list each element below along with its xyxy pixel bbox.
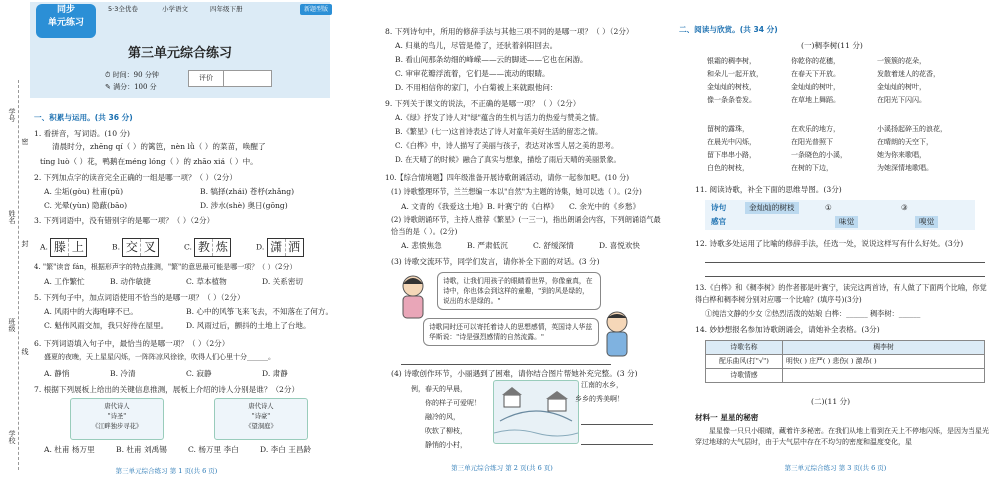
poem-c3-l3: 金灿灿的树叶，	[877, 83, 926, 91]
table-row-label-music: 配乐曲风(打"√")	[706, 355, 783, 369]
reading-2-title: (二)(11 分)	[811, 397, 851, 406]
q3-option-d	[256, 238, 304, 257]
poem-c2-l4: 在草地上舞蹈。	[791, 96, 840, 104]
seal-char-2: 封	[21, 240, 29, 247]
q10-4-answer-line-1	[581, 424, 653, 425]
score-label: 评价	[189, 71, 224, 86]
poem-c3-l4: 在阳光下闪闪。	[877, 96, 926, 104]
mind-map-sense-label: 感官	[711, 217, 727, 226]
q2-option-c: C. 光晕(yùn) 隐蔽(bāo)	[44, 201, 128, 210]
q3-option-c-label: C.	[184, 242, 192, 252]
poem-c1-l8: 留下串串小路，	[707, 151, 756, 159]
q6-sentence: 盛夏的夜晚，天上星星闪烁，一阵阵凉风徐徐，吹得人们心里十分______。	[44, 353, 275, 361]
poem-c3-l2: 发散着迷人的花香，	[877, 70, 940, 78]
section-1-heading: 一、积累与运用。(共 36 分)	[34, 113, 133, 122]
poem-line-5: 静悄的小村，	[425, 441, 467, 449]
q10-2-option-c: C. 舒缓深情	[533, 241, 574, 250]
question-6: 6. 下列词语填入句子中，最恰当的是哪一项？（ ）（2分）	[34, 339, 230, 348]
poem-line-4: 吹软了柳枝，	[425, 427, 467, 435]
mind-map-cell-4: 味觉	[835, 216, 858, 228]
q7-option-d: D. 李白 王昌龄	[260, 445, 312, 454]
poem-c1-l1: 银霜的稠李树，	[707, 57, 756, 65]
table-row-label-emotion: 诗歌情感	[706, 369, 783, 383]
table-row	[706, 369, 985, 383]
picture-caption-2: 乡乡的秀美啊！	[575, 395, 624, 403]
score-box	[188, 70, 272, 87]
school-label: 学校	[8, 430, 16, 444]
table-header-1: 诗歌名称	[706, 341, 783, 355]
mind-map-cell-5: 嗅觉	[915, 216, 938, 228]
poem-c2-l8: 一条晓色的小溪，	[791, 151, 847, 159]
q3-word-c	[194, 238, 231, 257]
page-2	[337, 0, 667, 479]
page-1-footer: 第三单元综合练习 第 1 页(共 6 页)	[115, 467, 218, 475]
q6-option-a: A. 静悄	[44, 369, 70, 378]
q5-option-d: D. 风雨过后，颤抖的土地上了台地。	[186, 321, 311, 330]
emotion-answer-cell[interactable]	[783, 369, 985, 383]
q5-option-a: A. 风雨中的大海咆哮不已。	[44, 307, 138, 316]
mind-map-poem-label: 诗句	[711, 203, 727, 212]
section-2-heading: 二、阅读与欣赏。(共 34 分)	[679, 25, 778, 34]
q3-option-d-label: D.	[256, 242, 265, 252]
speech-bubble-1: 诗歌，让我们用孩子的眼睛看世界，你像童真，在诗中，你也体会到这样的童趣，"到的风是绿的，说出的水是绿的。"	[437, 272, 601, 310]
question-7: 7. 根据下列展板上给出的关键信息推测，展板上介绍的诗人分别是谁？（2分）	[34, 385, 300, 394]
poem-c3-l6: 小溪扬起碎玉的浪花，	[877, 125, 947, 133]
q2-option-a: A. 尘垢(gòu) 杜甫(pǔ)	[44, 187, 124, 196]
q2-option-b: B. 犒择(zhái) 苍杼(zhǎng)	[200, 187, 295, 196]
q10-1-option-b: B. 叶赛宁的《白桦》	[487, 202, 559, 211]
char: 教	[195, 239, 213, 256]
q7-option-b: B. 杜甫 刘禹锡	[116, 445, 167, 454]
q2-option-d: D. 涉水(shè) 奥日(gōng)	[200, 201, 288, 210]
table-header-2: 稠李树	[783, 341, 985, 355]
seal-char-1: 密	[21, 138, 29, 145]
picture-caption-1: 江南的水乡，	[581, 381, 623, 389]
speech-bubble-2: 诗歌同时还可以寄托着诗人的思想感情，英国诗人华兹华斯说："诗是强烈感情的自然流露。"	[423, 318, 599, 346]
poem-c2-l9: 在树的下边，	[791, 164, 833, 172]
char: 滕	[51, 239, 69, 256]
full-score-text: 满分：100 分	[113, 83, 157, 91]
poet-panel-2	[214, 398, 308, 440]
q4-option-c: C. 草本植物	[186, 277, 227, 286]
poem-c2-l6: 在欢乐的地方，	[791, 125, 840, 133]
q3-word-b	[122, 238, 159, 257]
seal-char-3: 线	[21, 348, 29, 355]
recital-table	[705, 340, 985, 383]
q5-option-b: B. 心中的风筝飞来飞去，不知落在了何方。	[186, 307, 333, 316]
material-1-text: 星星像一只只小眼睛，藏着许多秘密。在我们从地上看到在天上不停地闪烁，是因为当星光穿过地球的大气层时，由于大气层中存在不均匀的密度和温度变化，星	[695, 427, 989, 446]
poem-c1-l9: 白色的树枝，	[707, 164, 749, 172]
q10-4-answer-line-2	[581, 444, 653, 445]
mind-map-cell-3: ③	[901, 203, 908, 212]
page-2-footer: 第三单元综合练习 第 2 页(共 6 页)	[451, 464, 553, 473]
poet-panel-1	[70, 398, 164, 440]
q1-line-2: tíng luò（ ）花，鸭鹅在méng lóng（ ）的 zhāo xiá（ ）中。	[40, 157, 258, 166]
boy-illustration	[597, 308, 637, 358]
poem-c1-l6: 留树的露珠，	[707, 125, 749, 133]
q8-option-d: D. 不用相信你的家门，小白菊被上来就跟他问：	[395, 83, 558, 92]
material-1-title: 材料一 星星的秘密	[695, 413, 759, 422]
water-town-drawing	[494, 381, 578, 443]
poem-c2-l1: 你乾你的花穗，	[791, 57, 840, 65]
poem-line-3: 融冷的风，	[425, 413, 460, 421]
class-label: 班级	[8, 318, 16, 332]
poem-c2-l7: 在阳光普照下	[791, 138, 833, 146]
score-info: ✎ 满分：100 分	[105, 83, 157, 91]
char: 叉	[143, 240, 156, 254]
name-label: 姓名	[8, 210, 16, 224]
reading-1-title: (一)稠李树(11 分)	[801, 41, 863, 50]
question-4: 4. "繁"读音 fán，根据形声字的特点推测，"繁"的意思最可能是哪一项？（ ）（2分）	[34, 263, 297, 271]
q12-answer-line-1	[705, 262, 985, 263]
question-14: 14. 妙妙想报名参加诗歌朗诵会，请她补全表格。(3分)	[695, 325, 880, 334]
question-8: 8. 下列诗句中，所用的修辞手法与其他三项不同的是哪一项？（ ）（2分）	[385, 27, 634, 36]
poem-c1-l3: 金灿灿的树枝，	[707, 83, 756, 91]
q4-option-a: A. 工作繁忙	[44, 277, 85, 286]
poem-c3-l8: 她为你来歌唱，	[877, 151, 926, 159]
q10-2-option-d: D. 喜悦欢快	[599, 241, 641, 250]
girl-illustration	[393, 272, 433, 320]
q3-option-c	[184, 238, 231, 257]
music-style-options[interactable]: 明快( ) 庄严( ) 悲伤( ) 激昂( )	[783, 355, 985, 369]
q6-option-b: B. 冷清	[110, 369, 136, 378]
char: 炼	[215, 240, 228, 254]
q3-word-d	[267, 238, 304, 257]
header-bar	[100, 4, 330, 18]
edition-badge: 新题型版	[300, 4, 332, 15]
q13-options: ①纯洁文静的少女 ②热烈活泼的姑娘 白桦：______ 稠李树：______	[705, 309, 921, 318]
question-1: 1. 看拼音，写词语。(10 分)	[34, 129, 131, 138]
side-margin	[0, 80, 28, 470]
q3-option-b-label: B.	[112, 242, 120, 252]
question-12: 12. 诗歌多处运用了比喻的修辞手法，任选一处，说说这样写有什么好处。(3分)	[695, 239, 964, 248]
subject-name: 小学语文	[162, 5, 188, 13]
poem-line-2: 你的样子可爱呢！	[425, 399, 481, 407]
poem-c1-l7: 在晨光中闪烁，	[707, 138, 756, 146]
char: 潇	[268, 239, 286, 256]
q3-option-a-label: A.	[40, 242, 48, 252]
time-info: ⏱ 时间：90 分钟	[105, 71, 159, 79]
char: 上	[71, 240, 84, 254]
q10-part-3: (3) 诗歌交流环节，同学们发言，请你补全下面的对话。(3 分)	[391, 257, 600, 266]
q10-1-option-a: A. 文青的《我爱这土地》	[401, 202, 488, 211]
mind-map-cell-2: ①	[825, 203, 832, 212]
char: 交	[123, 239, 141, 256]
q10-part-4: (4) 诗歌创作环节，小丽遇到了困难，请你结合图片帮她补充完整。(3 分)	[391, 369, 638, 378]
poem-c2-l2: 在春天下开放。	[791, 70, 840, 78]
poet-panel-1-text: 唐代诗人 "诗圣" 《江畔独步寻花》	[91, 403, 143, 430]
q9-option-b: B.《繁星》(七一)这首诗表达了诗人对童年美好生活的留恋之情。	[395, 127, 603, 136]
q4-option-d: D. 关系密切	[262, 277, 304, 286]
q3-word-a	[50, 238, 87, 257]
question-3: 3. 下列词语中，没有错别字的是哪一项？（ ）（2分）	[34, 216, 215, 225]
time-text: 时间：90 分钟	[112, 71, 159, 79]
q3-option-a	[40, 238, 87, 257]
q10-part-1: (1) 诗歌整理环节，兰兰想编一本以"自然"为主题的诗集，她可以选（ ）。(2分)	[391, 187, 642, 196]
q10-1-option-c: C. 余光中的《乡愁》	[569, 202, 641, 211]
q7-option-a: A. 杜甫 杨万里	[44, 445, 95, 454]
question-13: 13.《白桦》和《稠李树》的作者都是叶赛宁，读完这两首诗，有人做了下面两个比喻，你觉得白桦和稠李树分别对应哪一个比喻？(填序号)(3分)	[695, 283, 987, 304]
page-3	[671, 0, 1000, 479]
question-5: 5. 下列句子中，加点词语使用不恰当的是哪一项？（ ）（2分）	[34, 293, 245, 302]
seal-line	[18, 80, 19, 470]
page-3-footer: 第三单元综合练习 第 3 页(共 6 页)	[671, 463, 1000, 475]
poem-c1-l2: 和朵儿一起开放，	[707, 70, 763, 78]
q10-3-answer-line	[401, 364, 611, 365]
q10-2-option-b: B. 严肃低沉	[467, 241, 508, 250]
poem-c3-l7: 在晴朗的天空下，	[877, 138, 933, 146]
q6-option-c: C. 寂静	[186, 369, 212, 378]
grade-name: 四年级下册	[210, 5, 243, 13]
question-2: 2. 下列加点字的读音完全正确的一组是哪一项？（ ）（2分）	[34, 173, 237, 182]
poem-c2-l3: 金灿灿的树叶，	[791, 83, 840, 91]
q9-option-c: C.《白桦》中，诗人描写了美丽与孩子，表达对冰雪人居之美的思考。	[395, 141, 619, 150]
poem-c1-l4: 像一条条卷发。	[707, 96, 756, 104]
q4-option-b: B. 动作敏捷	[110, 277, 151, 286]
mind-map	[705, 200, 975, 230]
char: 洒	[288, 240, 301, 254]
question-10: 10.【综合情境题】四年级准备开展诗歌朗诵活动，请你一起参加吧。(10 分)	[385, 173, 630, 182]
q10-part-2: (2) 诗歌朗诵环节，主持人推荐《繁星》(一三一)，指出朗诵会内容，下列朗诵语气最恰当的是（ ）。(2分)	[391, 215, 661, 236]
table-row	[706, 341, 985, 355]
q1-line-1: 清晨时分，zhēng qí（ ）的篱笆，nèn lǜ（ ）的菜苗，唤醒了	[52, 142, 266, 151]
poet-panel-2-text: 唐代诗人 "诗豪" 《望洞庭》	[245, 403, 277, 430]
q9-option-a: A.《绿》抒发了诗人对"绿"蕴含的生机与活力的热爱与赞美之情。	[395, 113, 604, 122]
page-1	[0, 0, 333, 479]
q9-option-d: D. 在天晴了的时候》融合了真实与想象，描绘了雨后天晴的美丽景象。	[395, 155, 621, 164]
q12-answer-line-2	[705, 276, 985, 277]
q5-option-c: C. 魁伟风雨交加，我只好待在屋里。	[44, 321, 169, 330]
poem-c3-l9: 为她深情地歌唱。	[877, 164, 933, 172]
q7-option-c: C. 杨万里 李白	[188, 445, 239, 454]
question-9: 9. 下列关于课文的说法，不正确的是哪一项？（ ）（2分）	[385, 99, 581, 108]
q8-option-b: B. 看山间那条幼细的峰嵘——云的脚迹——它也在闲游。	[395, 55, 588, 64]
q10-2-option-a: A. 悲愤焦急	[401, 241, 442, 250]
poem-line-1: 例，春天的早晨，	[411, 385, 467, 393]
question-11: 11. 阅读诗歌，补全下面的思维导图。(3分)	[695, 185, 842, 194]
q6-option-d: D. 肃静	[262, 369, 288, 378]
student-number-label: 学号	[8, 108, 16, 122]
series-logo: 同步 单元练习	[36, 4, 96, 38]
q3-option-b	[112, 238, 159, 257]
series-name: 5·3全优卷	[108, 5, 138, 13]
water-town-picture	[493, 380, 579, 444]
q8-option-a: A. 归巢的鸟儿，尽管是倦了，还驮着斜阳回去。	[395, 41, 558, 50]
mind-map-cell-1: 金灿灿的树枝	[745, 202, 799, 214]
table-row	[706, 355, 985, 369]
q8-option-c: C. 审审花瓣浮流着，它们是——流动的眼睛。	[395, 69, 550, 78]
poem-c3-l1: 一簇簇的花朵，	[877, 57, 926, 65]
page-title: 第三单元综合练习	[127, 46, 232, 61]
